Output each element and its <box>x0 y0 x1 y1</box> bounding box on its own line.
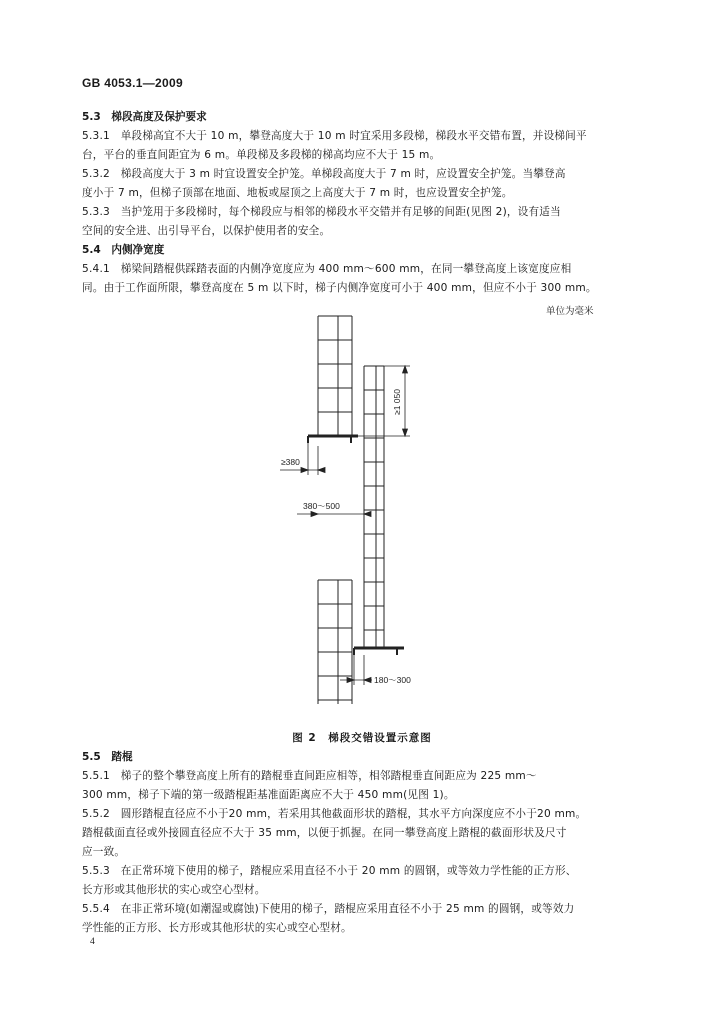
standard-code: GB 4053.1—2009 <box>82 76 183 90</box>
para-5-5-1-line1: 5.5.1 梯子的整个攀登高度上所有的踏棍垂直间距应相等，相邻踏棍垂直间距应为 225 mm～ <box>82 770 537 782</box>
para-5-4-1-line1: 5.4.1 梯梁间踏棍供踩踏表面的内侧净宽度应为 400 mm～600 mm，在同一攀登高度上该宽度应相 <box>82 263 572 275</box>
unit-note: 单位为毫米 <box>546 306 594 317</box>
para-5-3-3-line1: 5.3.3 当护笼用于多段梯时，每个梯段应与相邻的梯段水平交错并有足够的间距(见图 2)，设有适当 <box>82 206 561 218</box>
lower-ladder-cage <box>318 366 384 704</box>
para-5-5-2-line3: 应一致。 <box>82 846 126 858</box>
dimension-spacing <box>297 512 371 517</box>
page-number: 4 <box>90 937 95 947</box>
para-5-3-2-line2: 度小于 7 m，但梯子顶部在地面、地板或屋顶之上高度大于 7 m 时，也应设置安全护笼。 <box>82 187 513 199</box>
para-5-5-3-line1: 5.5.3 在正常环境下使用的梯子，踏棍应采用直径不小于 20 mm 的圆钢，或等效力学性能的正方形、 <box>82 865 577 877</box>
dim-height-label: ≥1 050 <box>392 389 402 415</box>
para-5-5-2-line2: 踏棍截面直径或外接圆直径应不大于 35 mm，以便于抓握。在同一攀登高度上踏棍的截面形状及尺寸 <box>82 827 567 839</box>
lower-platform <box>354 648 404 655</box>
heading-5-4: 5.4 内侧净宽度 <box>82 244 165 256</box>
para-5-5-4-line2: 学性能的正方形、长方形或其他形状的实心或空心型材。 <box>82 922 352 934</box>
dim-offset-label: ≥380 <box>281 457 300 467</box>
para-5-4-1-line2: 同。由于工作面所限，攀登高度在 5 m 以下时，梯子内侧净宽度可小于 400 mm，但应不小于 300 mm。 <box>82 282 597 294</box>
para-5-5-3-line2: 长方形或其他形状的实心或空心型材。 <box>82 884 266 896</box>
upper-ladder-cage <box>318 316 352 436</box>
para-5-3-1-line2: 台，平台的垂直间距宜为 6 m。单段梯及多段梯的梯高均应不大于 15 m。 <box>82 149 441 161</box>
upper-platform <box>308 436 358 443</box>
heading-5-5: 5.5 踏棍 <box>82 751 133 763</box>
para-5-3-3-line2: 空间的安全进、出引导平台，以保护使用者的安全。 <box>82 225 331 237</box>
lower-text-block <box>82 748 642 938</box>
para-5-5-4-line1: 5.5.4 在非正常环境(如潮湿或腐蚀)下使用的梯子，踏棍应采用直径不小于 25 mm 的圆钢，或等效力 <box>82 903 575 915</box>
dim-spacing-label: 380～500 <box>303 501 340 511</box>
figure-caption: 图 2 梯段交错设置示意图 <box>292 732 432 744</box>
para-5-3-1-line1: 5.3.1 单段梯高宜不大于 10 m，攀登高度大于 10 m 时宜采用多段梯，梯段水平交错布置，并设梯间平 <box>82 130 587 142</box>
para-5-5-2-line1: 5.5.2 圆形踏棍直径应不小于20 mm，若采用其他截面形状的踏棍，其水平方向深度应不小于20 mm。 <box>82 808 587 820</box>
dimension-platform <box>340 655 372 685</box>
heading-5-3: 5.3 梯段高度及保护要求 <box>82 111 207 123</box>
para-5-5-1-line2: 300 mm，梯子下端的第一级踏棍距基准面距离应不大于 450 mm(见图 1)。 <box>82 789 455 801</box>
dim-platform-label: 180～300 <box>374 675 411 685</box>
para-5-3-2-line1: 5.3.2 梯段高度大于 3 m 时宜设置安全护笼。单梯段高度大于 7 m 时，应设置安全护笼。当攀登高 <box>82 168 566 180</box>
